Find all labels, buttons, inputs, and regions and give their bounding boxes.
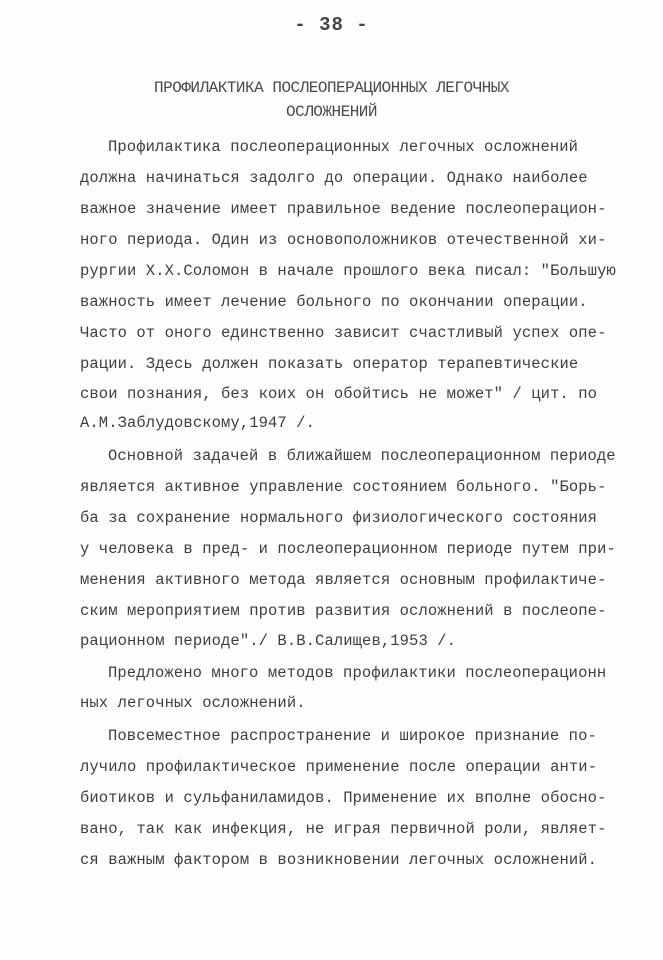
- paragraph-2-line-6: ским мероприятием против развития осложнений в послеопе-: [80, 602, 607, 620]
- paragraph-2-line-7: рационном периоде"./ В.В.Салищев,1953 /.: [80, 632, 457, 650]
- paragraph-1-line-10: А.М.Заблудовскому,1947 /.: [80, 414, 316, 432]
- paragraph-2-line-5: менения активного метода является основным профилактиче-: [80, 571, 607, 589]
- paragraph-2-line-3: ба за сохранение нормального физиологического состояния: [80, 509, 598, 527]
- paragraph-3-line-1: Предложено много методов профилактики послеоперационн: [108, 664, 607, 682]
- paragraph-1-line-6: важность имеет лечение больного по окончании операции.: [80, 293, 588, 311]
- paragraph-4-line-2: лучило профилактическое применение после операции анти-: [80, 758, 598, 776]
- paragraph-2-line-1: Основной задачей в ближайшем послеоперационном периоде: [108, 447, 616, 465]
- paragraph-1-line-5: рургии Х.Х.Соломон в начале прошлого века писал: "Большую: [80, 262, 616, 280]
- paragraph-1-line-4: ного периода. Один из основоположников отечественной хи-: [80, 231, 607, 249]
- page-number: - 38 -: [294, 14, 369, 36]
- paragraph-4-line-1: Повсеместное распространение и широкое признание по-: [108, 727, 597, 745]
- paragraph-2-line-4: у человека в пред- и послеоперационном периоде путем при-: [80, 540, 616, 558]
- paragraph-1-line-3: важное значение имеет правильное ведение послеоперацион-: [80, 200, 607, 218]
- paragraph-4-line-3: биотиков и сульфаниламидов. Применение их вполне обосно-: [80, 789, 607, 807]
- paragraph-1-line-2: должна начинаться задолго до операции. Однако наиболее: [80, 169, 588, 187]
- paragraph-4-line-5: ся важным фактором в возникновении легочных осложнений.: [80, 851, 598, 869]
- section-title-line-1: ПРОФИЛАКТИКА ПОСЛЕОПЕРАЦИОННЫХ ЛЕГОЧНЫХ: [154, 79, 509, 97]
- section-title-line-2: ОСЛОЖНЕНИЙ: [285, 103, 377, 121]
- paragraph-1-line-8: рации. Здесь должен показать оператор терапевтические: [80, 355, 579, 373]
- paragraph-1-line-9: свои познания, без коих он обойтись не может" / цит. по: [80, 385, 598, 403]
- paragraph-1-line-1: Профилактика послеоперационных легочных осложнений: [108, 138, 579, 156]
- paragraph-1-line-7: Часто от оного единственно зависит счастливый успех опе-: [80, 324, 607, 342]
- paragraph-2-line-2: является активное управление состоянием больного. "Борь-: [80, 478, 607, 496]
- paragraph-3-line-2: ных легочных осложнений.: [80, 694, 306, 712]
- paragraph-4-line-4: вано, так как инфекция, не играя первичной роли, являет-: [80, 820, 607, 838]
